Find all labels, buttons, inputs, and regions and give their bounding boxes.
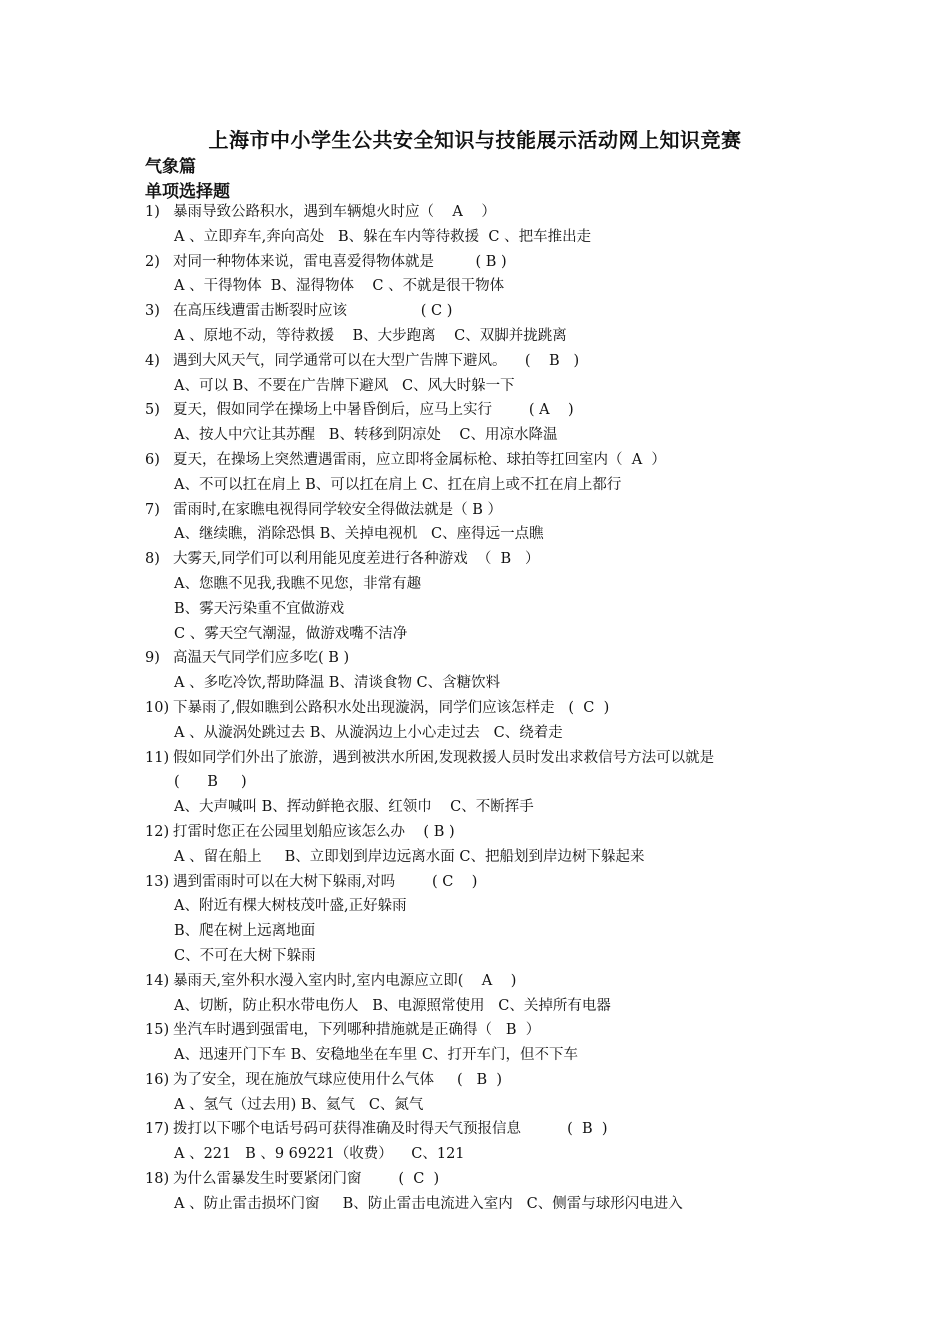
question-stem: 假如同学们外出了旅游，遇到被洪水所困,发现救援人员时发出求救信号方法可以就是 xyxy=(173,749,715,766)
question-stem: 夏天，假如同学在操场上中暑昏倒后，应马上实行 ( A ) xyxy=(173,402,574,419)
question-number: 13) xyxy=(145,873,170,890)
question-text xyxy=(145,1167,825,1192)
question-number: 9) xyxy=(145,650,160,667)
question-text xyxy=(145,746,825,771)
question-text xyxy=(145,696,825,721)
question-number: 16) xyxy=(145,1071,170,1088)
answer-options: A、大声喊叫 B、挥动鲜艳衣服、红领巾 C、不断挥手 xyxy=(174,799,534,816)
question-stem: 高温天气同学们应多吃( B ) xyxy=(173,650,350,667)
answer-options: B、雾天污染重不宜做游戏 xyxy=(174,600,345,617)
question-stem: 雷雨时,在家瞧电视得同学较安全得做法就是（ B ） xyxy=(173,501,502,518)
question-number: 17) xyxy=(145,1121,170,1138)
question-stem: 坐汽车时遇到强雷电，下列哪种措施就是正确得（ B ） xyxy=(173,1022,541,1039)
question-text xyxy=(145,1068,825,1093)
question-number: 2) xyxy=(145,253,160,270)
question-stem: 打雷时您正在公园里划船应该怎么办 ( B ) xyxy=(173,823,455,840)
question-stem: 暴雨导致公路积水，遇到车辆熄火时应（ A ） xyxy=(173,204,496,220)
question-number: 5) xyxy=(145,402,160,419)
question-number: 15) xyxy=(145,1022,170,1039)
question-text xyxy=(145,448,825,473)
answer-options: A 、干得物体 B、湿得物体 C 、不就是很干物体 xyxy=(174,278,505,295)
answer-options: A、切断，防止积水带电伤人 B、电源照常使用 C、关掉所有电器 xyxy=(174,997,611,1014)
question-stem: 为了安全，现在施放气球应使用什么气体 ( B ) xyxy=(173,1071,503,1088)
question-stem: 遇到大风天气，同学通常可以在大型广告牌下避风。 ( B ) xyxy=(173,352,580,369)
answer-options: A 、221 B 、9 69221（收费） C、121 xyxy=(174,1146,465,1163)
answer-options: A、迅速开门下车 B、安稳地坐在车里 C、打开车门，但不下车 xyxy=(174,1047,578,1064)
question-text xyxy=(145,250,825,275)
answer-options: B、爬在树上远离地面 xyxy=(174,923,316,940)
answer-options: A 、原地不动，等待救援 B、大步跑离 C、双脚并拢跳离 xyxy=(174,327,567,344)
question-number: 7) xyxy=(145,501,160,518)
question-number: 8) xyxy=(145,551,160,568)
question-stem: 在高压线遭雷击断裂时应该 ( C ) xyxy=(173,303,453,320)
question-stem: 大雾天,同学们可以利用能见度差进行各种游戏 （ B ） xyxy=(173,551,540,568)
question-text xyxy=(145,646,825,671)
answer-options: A 、氢气（过去用) B、氦气 C、氮气 xyxy=(174,1096,424,1113)
answer-options: A、继续瞧，消除恐惧 B、关掉电视机 C、座得远一点瞧 xyxy=(174,526,544,543)
document-title: 上海市中小学生公共安全知识与技能展示活动网上知识竞赛 xyxy=(208,128,742,152)
question-text xyxy=(145,398,825,423)
question-text xyxy=(145,820,825,845)
question-number: 18) xyxy=(145,1171,170,1188)
subsection-heading: 单项选择题 xyxy=(145,182,230,202)
question-number: 3) xyxy=(145,303,160,320)
question-text xyxy=(145,299,825,324)
question-number: 11) xyxy=(145,749,170,766)
question-list xyxy=(145,200,825,1217)
question-stem: 夏天，在操场上突然遭遇雷雨，应立即将金属标枪、球拍等扛回室内（ A ） xyxy=(173,451,666,468)
answer-options: A 、立即弃车,奔向高处 B、躲在车内等待救援 C 、把车推出走 xyxy=(174,228,592,245)
question-stem: 遇到雷雨时可以在大树下躲雨,对吗 ( C ) xyxy=(173,873,478,890)
question-number: 1) xyxy=(145,204,160,220)
question-text xyxy=(145,349,825,374)
answer-continuation: ( B ) xyxy=(174,774,247,791)
question-text xyxy=(145,969,825,994)
answer-options: A 、从漩涡处跳过去 B、从漩涡边上小心走过去 C、绕着走 xyxy=(174,724,563,741)
answer-options: A、您瞧不见我,我瞧不见您，非常有趣 xyxy=(174,575,422,592)
question-text xyxy=(145,200,825,225)
question-stem: 为什么雷暴发生时要紧闭门窗 ( C ) xyxy=(173,1171,440,1188)
question-number: 12) xyxy=(145,823,170,840)
question-number: 6) xyxy=(145,451,160,468)
answer-options: A、按人中穴让其苏醒 B、转移到阴凉处 C、用凉水降温 xyxy=(174,427,558,444)
answer-options: A、可以 B、不要在广告牌下避风 C、风大时躲一下 xyxy=(174,377,515,394)
answer-options: A 、留在船上 B、立即划到岸边远离水面 C、把船划到岸边树下躲起来 xyxy=(174,848,645,865)
question-text xyxy=(145,547,825,572)
answer-options: A、不可以扛在肩上 B、可以扛在肩上 C、扛在肩上或不扛在肩上都行 xyxy=(174,476,622,493)
answer-options: A 、多吃冷饮,帮助降温 B、清谈食物 C、含糖饮料 xyxy=(174,675,501,692)
answer-options: C 、雾天空气潮湿，做游戏嘴不洁净 xyxy=(174,625,408,642)
question-text xyxy=(145,870,825,895)
answer-options: A 、防止雷击损坏门窗 B、防止雷击电流进入室内 C、侧雷与球形闪电进入 xyxy=(174,1195,683,1212)
question-number: 14) xyxy=(145,972,170,989)
question-stem: 暴雨天,室外积水漫入室内时,室内电源应立即( A ) xyxy=(173,972,517,989)
question-stem: 对同一种物体来说，雷电喜爱得物体就是 ( B ) xyxy=(173,253,507,270)
question-text xyxy=(145,1018,825,1043)
question-number: 4) xyxy=(145,352,160,369)
answer-options: C、不可在大树下躲雨 xyxy=(174,947,316,964)
section-heading: 气象篇 xyxy=(145,157,196,177)
question-number: 10) xyxy=(145,699,170,716)
question-stem: 下暴雨了,假如瞧到公路积水处出现漩涡，同学们应该怎样走 ( C ) xyxy=(173,699,610,716)
question-text xyxy=(145,1117,825,1142)
question-text xyxy=(145,498,825,523)
answer-options: A、附近有棵大树枝茂叶盛,正好躲雨 xyxy=(174,898,407,915)
question-stem: 拨打以下哪个电话号码可获得准确及时得天气预报信息 ( B ) xyxy=(173,1121,608,1138)
